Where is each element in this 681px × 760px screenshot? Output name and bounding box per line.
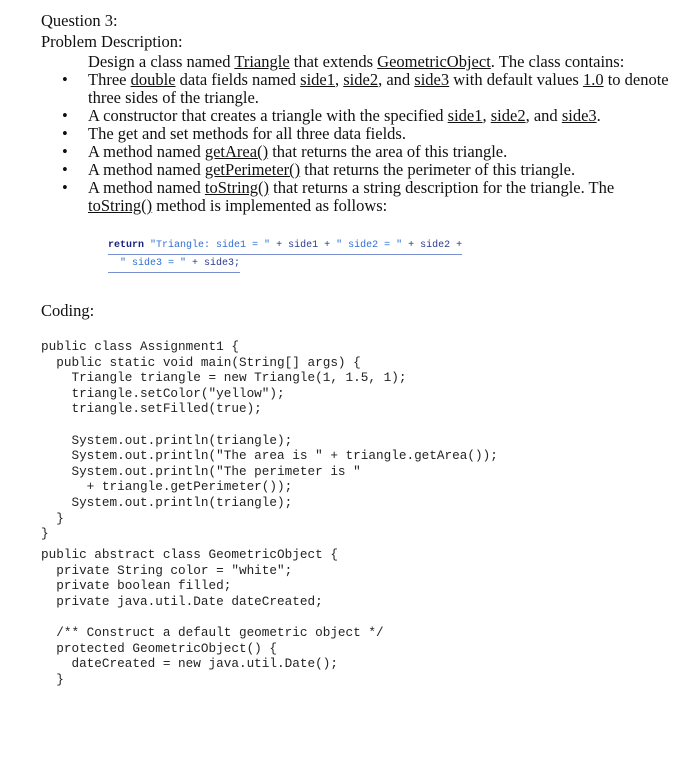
coding-heading: Coding: — [41, 301, 95, 320]
assignment1-code-block: public class Assignment1 { public static void main(String[] args) { Triangle triangle = new Triangle(1, 1.5, 1); triangle.setColor("yellow"); triangle.setFilled(true); System.out.println(triangle); System.out.println("The area is " + triangle.getArea()); System.out.println("The perimeter is " + triangle.getPerimeter()); System.out.println(triangle); } } — [41, 339, 498, 542]
snippet-line-2: " side3 = " + side3; — [108, 255, 240, 273]
list-item: • The get and set methods for all three data fields. — [60, 125, 670, 143]
snippet-line-1: return "Triangle: side1 = " + side1 + " side2 = " + side2 + — [108, 237, 462, 255]
requirements-list — [60, 71, 670, 215]
tostring-code-snippet — [108, 237, 462, 273]
question-title: Question 3: — [41, 11, 118, 30]
list-item: • A method named getPerimeter() that returns the perimeter of this triangle. — [60, 161, 670, 179]
geometricobject-code-block: public abstract class GeometricObject { private String color = "white"; private boolean filled; private java.util.Date dateCreated; /** Construct a default geometric object */ protected GeometricObject() { dateCreated = new java.util.Date(); } — [41, 547, 384, 687]
problem-description-heading: Problem Description: — [41, 32, 183, 51]
list-item: • Three double data fields named side1, side2, and side3 with default values 1.0 to denote three sides of the triangle. — [60, 71, 670, 107]
list-item: • A method named getArea() that returns the area of this triangle. — [60, 143, 670, 161]
list-item: • A method named toString() that returns a string description for the triangle. The toString() method is implemented as follows: — [60, 179, 670, 215]
list-item: • A constructor that creates a triangle with the specified side1, side2, and side3. — [60, 107, 670, 125]
intro-sentence: Design a class named Triangle that extends GeometricObject. The class contains: — [88, 52, 625, 71]
